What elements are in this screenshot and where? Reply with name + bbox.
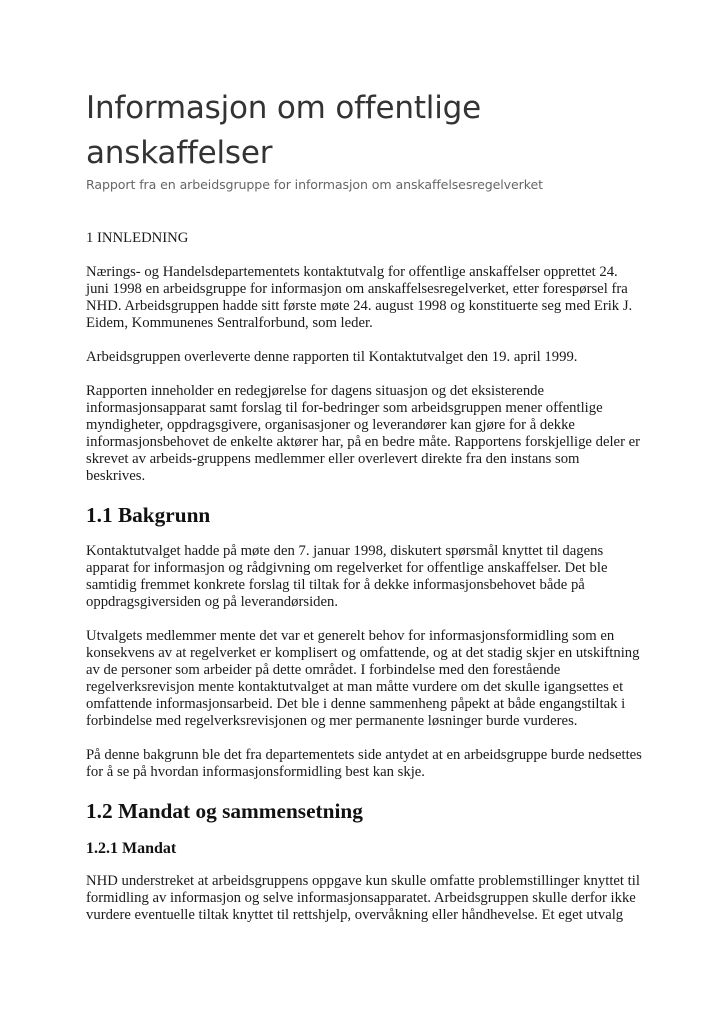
background-paragraph: Utvalgets medlemmer mente det var et generelt behov for informasjonsformidling som en konsekvens av at regelverket er komplisert og omfattende, og at det stadig skjer en utskiftning av de personer som arbeider på dette området. I forbindelse med den forestående regelverksrevisjon mente kontaktutvalget at man måtte vurdere om det skulle igangsettes et omfattende informasjonsarbeid. Det ble i denne sammenheng påpekt at både engangstiltak i forbindelse med regelverksrevisjonen og mer permanente løsninger burde vurderes. [86, 628, 640, 729]
background-paragraph: Kontaktutvalget hadde på møte den 7. januar 1998, diskutert spørsmål knyttet til dagens apparat for informasjon og rådgivning om regelverket for offentlige anskaffelser. Det ble samtidig fremmet konkrete forslag til tiltak for å dekke informasjonsbehovet både på oppdragsgiversiden og på leverandørsiden. [86, 543, 608, 610]
document-title: Informasjon om offentlige anskaffelser [86, 90, 481, 171]
background-paragraph: På denne bakgrunn ble det fra departementets side antydet at en arbeidsgruppe burde nedsettes for å se på hvordan informasjonsformidling best kan skje. [86, 747, 642, 780]
intro-paragraph: Nærings- og Handelsdepartementets kontaktutvalg for offentlige anskaffelser opprettet 24. juni 1998 en arbeidsgruppe for informasjon om anskaffelsesregelverket, etter forespørsel fra NHD. Arbeidsgruppen hadde sitt første møte 24. august 1998 og konstituerte seg med Erik J. Eidem, Kommunenes Sentralforbund, som leder. [86, 264, 633, 331]
heading-background: 1.1 Bakgrunn [86, 503, 211, 527]
mandate-paragraph: NHD understreket at arbeidsgruppens oppgave kun skulle omfatte problemstillinger knyttet til formidling av informasjon og selve informasjonsapparatet. Arbeidsgruppen skulle derfor ikke vurdere eventuelle tiltak knyttet til rettshjelp, overvåkning eller håndhevelse. Et eget utvalg [86, 873, 640, 923]
intro-paragraph: Rapporten inneholder en redegjørelse for dagens situasjon og det eksisterende informasjonsapparat samt forslag til for-bedringer som arbeidsgruppen mener offentlige myndigheter, oppdragsgivere, organisasjoner og leverandører kan gjøre for å dekke informasjonsbehovet de enkelte aktører har, på en bedre måte. Rapportens forskjellige deler er skrevet av arbeids-gruppens medlemmer eller overlevert direkte fra den instans som beskrives. [86, 383, 641, 484]
heading-mandate: 1.2.1 Mandat [86, 840, 177, 857]
section-label-introduction: 1 INNLEDNING [86, 230, 189, 246]
heading-mandate-composition: 1.2 Mandat og sammensetning [86, 799, 363, 823]
document-subtitle: Rapport fra en arbeidsgruppe for informasjon om anskaffelsesregelverket [86, 177, 543, 192]
intro-paragraph: Arbeidsgruppen overleverte denne rapporten til Kontaktutvalget den 19. april 1999. [86, 349, 578, 365]
document-page [86, 86, 642, 924]
